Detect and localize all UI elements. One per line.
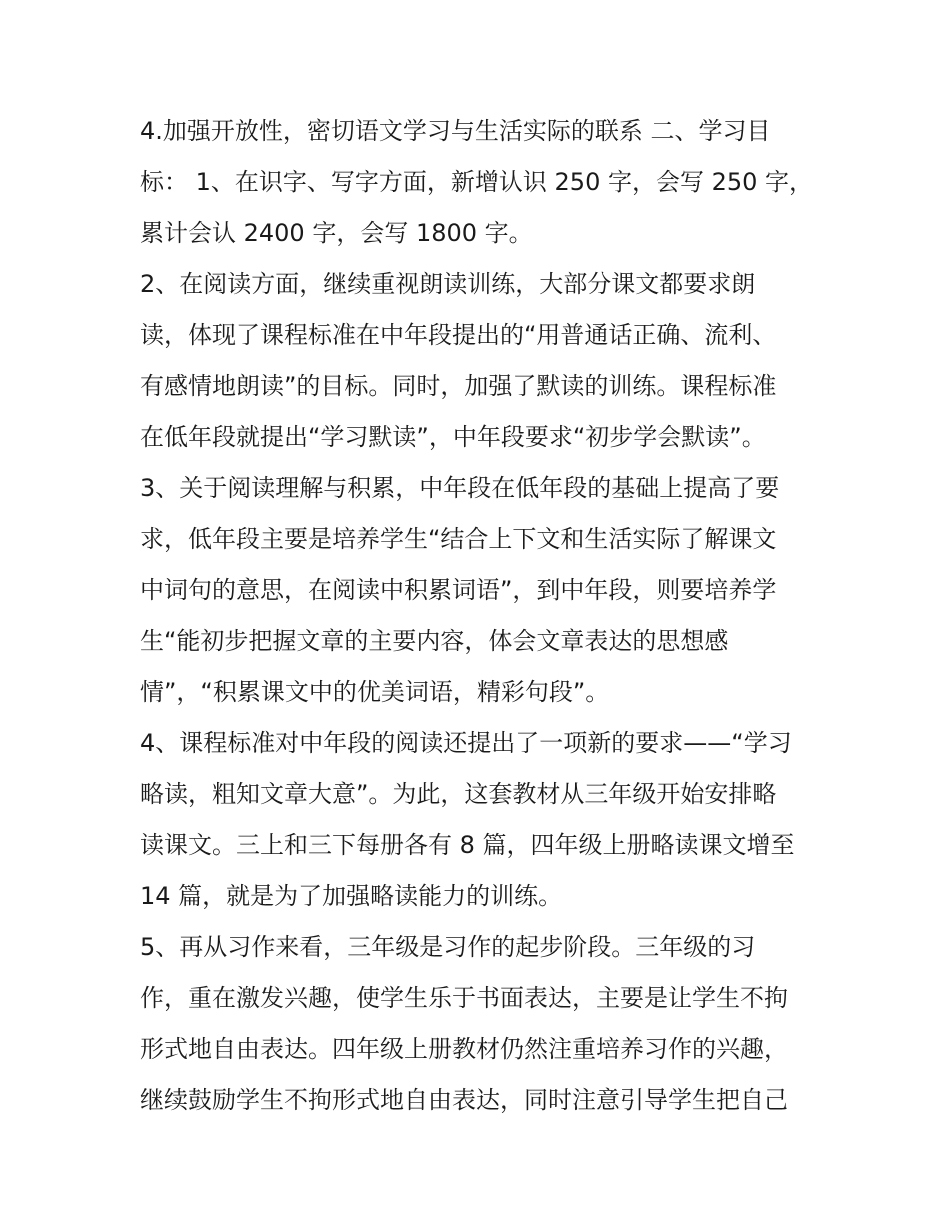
text-line-12: 情”，“积累课文中的优美词语，精彩句段”。 [140,678,610,706]
text-line-2: 标： 1、在识字、写字方面，新增认识 250 字，会写 250 字， [140,168,814,196]
text-line-8: 3、关于阅读理解与积累，中年段在低年段的基础上提高了要 [140,474,780,502]
text-line-17: 5、再从习作来看，三年级是习作的起步阶段。三年级的习 [140,933,756,961]
text-line-9: 求，低年段主要是培养学生“结合上下文和生活实际了解课文 [140,525,777,553]
text-line-15: 读课文。三上和三下每册各有 8 篇，四年级上册略读课文增至 [140,831,795,859]
text-line-20: 继续鼓励学生不拘形式地自由表达，同时注意引导学生把自己 [140,1086,788,1114]
text-line-6: 有感情地朗读”的目标。同时，加强了默读的训练。课程标准 [140,372,777,400]
text-line-19: 形式地自由表达。四年级上册教材仍然注重培养习作的兴趣， [140,1035,788,1063]
body-text [140,109,820,1129]
text-line-10: 中词句的意思，在阅读中积累词语”，到中年段，则要培养学 [140,576,777,604]
text-line-13: 4、课程标准对中年段的阅读还提出了一项新的要求——“学习 [140,729,792,757]
text-line-5: 读，体现了课程标准在中年段提出的“用普通话正确、流利、 [140,321,777,349]
text-line-11: 生“能初步把握文章的主要内容，体会文章表达的思想感 [140,627,729,655]
text-line-1: 4.加强开放性，密切语文学习与生活实际的联系 二、学习目 [140,117,771,145]
text-line-16: 14 篇，就是为了加强略读能力的训练。 [140,882,563,910]
text-line-3: 累计会认 2400 字，会写 1800 字。 [140,219,533,247]
text-line-4: 2、在阅读方面，继续重视朗读训练，大部分课文都要求朗 [140,270,756,298]
text-line-7: 在低年段就提出“学习默读”，中年段要求“初步学会默读”。 [140,423,766,451]
text-line-18: 作，重在激发兴趣，使学生乐于书面表达，主要是让学生不拘 [140,984,788,1012]
text-line-14: 略读，粗知文章大意”。为此，这套教材从三年级开始安排略 [140,780,777,808]
